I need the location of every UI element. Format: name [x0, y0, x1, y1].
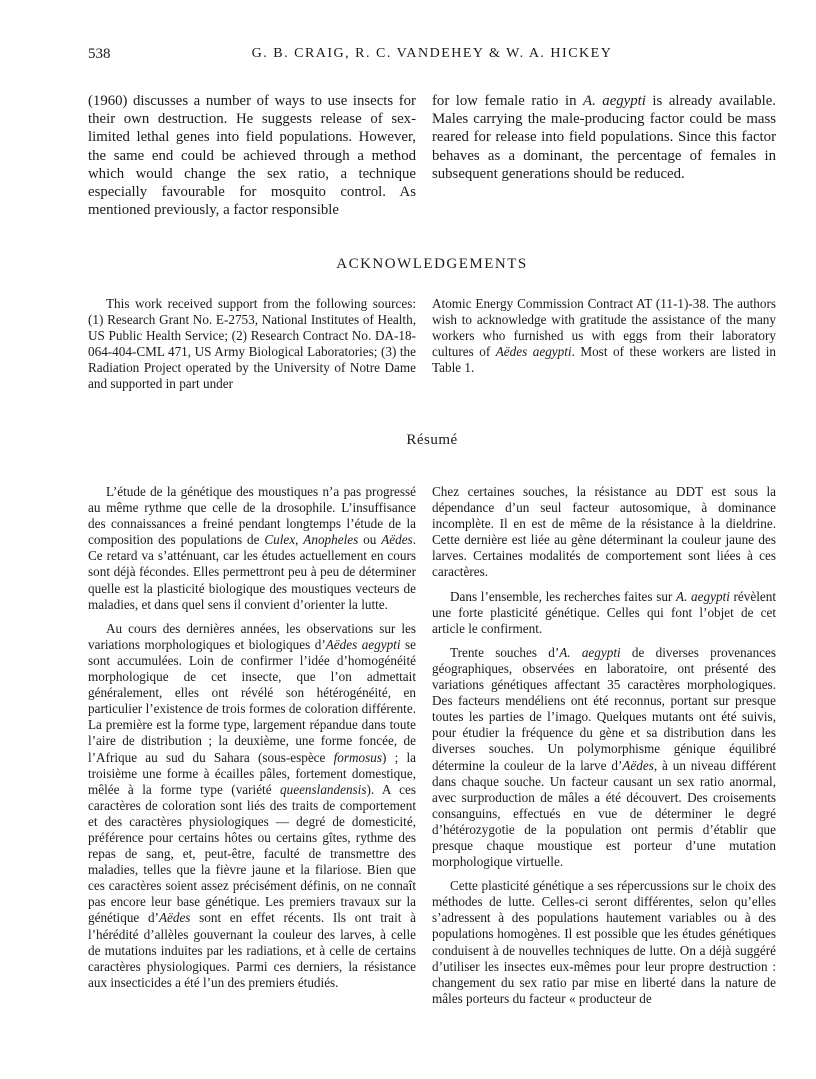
resume-paragraph-4 [432, 589, 776, 637]
text-run: L’étude de la génétique des moustiques n’a pas progressé au même rythme que celle de la drosophile. L’insuffisance des connaissances a freiné pendant longtemps l’étude de la composition des populations de [88, 484, 416, 548]
text-run: révèlent une forte plasticité génétique. Celles qui font l’objet de cet article le confirment. [432, 588, 777, 636]
intro-left-column [88, 92, 416, 219]
text-run: sont en effet récents. Ils ont trait à l’hérédité d’allèles gouvernant la couleur des larves, à celle de mutations induites par les radiations, et à celle de certains caractères physiologiques. Parmi ces derniers, la résistance aux insecticides a été l’un des premiers étudiés. [88, 910, 416, 990]
text-run: for low female ratio in [432, 93, 584, 109]
resume-right-column [432, 484, 776, 1007]
species-name: Aëdes aegypti [325, 636, 401, 652]
text-run: Au cours des dernières années, les observations sur les variations morphologiques et biologiques d’ [88, 620, 416, 652]
page-number: 538 [88, 46, 111, 62]
text-run: Dans l’ensemble, les recherches faites sur [450, 588, 677, 604]
species-name: Aëdes aegypti [495, 344, 572, 360]
text-run: Atomic Energy Commission Contract AT (11-1)-38. The authors wish to acknowledge with gratitude the assistance of the many workers who furnished us with eggs from their laboratory cultures of [432, 296, 776, 360]
genus-name: Culex [264, 532, 296, 548]
resume-paragraph-6: Cette plasticité génétique a ses répercussions sur le choix des méthodes de lutte. Celles-ci seront différentes, selon qu’elles s’adressent à des populations hautement variables ou à des populations homogènes. Il est possible que les études génétiques conduisent à de nouvelles techniques de lutte. On a déjà suggéré d’utiliser les insectes eux-mêmes pour leur propre destruction : changement du sex ratio par mise en liberté dans la nature de mâles porteurs du facteur « producteur de [432, 878, 776, 1006]
text-run: ) ; la troisième une forme à écailles pâles, fortement domestique, mêlée à la forme type (variété [88, 749, 416, 797]
acknowledgements-left-column [88, 296, 416, 393]
acknowledgements-left-paragraph: This work received support from the following sources: (1) Research Grant No. E-2753, National Institutes of Health, US Public Health Service; (2) Research Contract No. DA-18-064-404-CML 471, US Army Biological Laboratories; (3) the Radiation Project operated by the University of Notre Dame and supported in part under [88, 296, 416, 392]
intro-left-paragraph: (1960) discusses a number of ways to use insects for their own destruction. He suggests release of sex-limited lethal genes into field populations. However, the same end could be achieved through a method which would change the sex ratio, a technique especially favourable for mosquito control. As mentioned previously, a factor responsible [88, 93, 416, 219]
species-name: A. aegypti [583, 93, 646, 109]
text-run: , [295, 532, 304, 548]
species-name: A. aegypti [559, 644, 621, 660]
text-run: Trente souches d’ [450, 644, 560, 660]
resume-heading: Résumé [406, 432, 458, 448]
variety-name: queenslandensis [280, 781, 367, 797]
resume-paragraph-5 [432, 645, 776, 870]
acknowledgements-right-column [432, 296, 776, 376]
text-run: ). A ces caractères de coloration sont liés des traits de comportement et des caractères physiologiques — degré de domesticité, préférence pour certains hôtes ou certains gîtes, rythme des repas de sang, et, peut-être, faculté de transmettre des maladies, telles que la fièvre jaune et la filariose. Bien que ces caractères soient assez précisément définis, on ne connaît pas encore leur base génétique. Les premiers travaux sur la génétique d’ [88, 781, 416, 926]
intro-right-column [432, 92, 776, 183]
acknowledgements-heading: ACKNOWLEDGEMENTS [336, 256, 528, 272]
resume-left-column [88, 484, 416, 991]
resume-paragraph-2 [88, 621, 416, 991]
genus-name: Anopheles [303, 532, 359, 548]
text-run: , à un niveau différent dans chaque souche. Un facteur causant un sex ratio anormal, avec surproduction de mâles a été découvert. Des croisements consanguins, effectués en vue de déterminer le degré d’hétérozygotie de la population ont permis d’établir que presque chaque moustique est porteur d’une mutation morphologique virtuelle. [432, 757, 776, 870]
text-run: . Most of these workers are listed in Table 1. [432, 344, 776, 376]
species-name: A. aegypti [676, 588, 730, 604]
resume-paragraph-3: Chez certaines souches, la résistance au DDT est sous la dépendance d’un seul facteur autosomique, à dominance incomplète. Il en est de même de la résistance à la dieldrine. Cette dernière est liée au gène déterminant la couleur jaune des larves. Certaines modalités de comportement sont liées à ces caractères. [432, 484, 776, 580]
genus-name: Aëdes [158, 910, 191, 926]
genus-name: Aëdes [622, 757, 654, 773]
text-run: . Ce retard va s’atténuant, car les études actuellement en cours sont déjà fécondes. Elles permettront peu à peu de déterminer quelle est la plasticité biologique des moustiques vecteurs de maladies, et dans quel sens il convient d’orienter la lutte. [88, 532, 416, 612]
acknowledgements-right-paragraph [432, 296, 776, 376]
running-head-authors: G. B. CRAIG, R. C. VANDEHEY & W. A. HICKEY [251, 46, 613, 61]
text-run: de diverses provenances géographiques, observées en laboratoire, ont présenté des variations génétiques affectant 35 caractères morphologiques. Des facteurs mendéliens ont été reconnus, portant sur presque toutes les parties de l’imago. Quelques mutants ont été suivis, pour étudier la fréquence du gène et sa distribution dans les diverses souches. Un polymorphisme génique équilibré détermine la couleur de la larve d’ [432, 644, 777, 773]
resume-paragraph-1 [88, 484, 416, 613]
text-run: se sont accumulées. Loin de confirmer l’idée d’homogénéité morphologique de cet insecte, que l’on admettait généralement, elles ont révélé son hétérogénéité, en particulier l’existence de trois formes de coloration différente. La première est la forme type, largement répandue dans toute l’aire de distribution ; la deuxième, une forme foncée, de l’Afrique au sud du Sahara (sous-espèce [88, 636, 416, 765]
subspecies-name: formosus [333, 749, 382, 765]
genus-name: Aëdes [381, 532, 413, 548]
text-run: ou [358, 532, 382, 548]
text-run: is already available. Males carrying the male-producing factor could be mass reared for release into field populations. Since this factor behaves as a dominant, the percentage of females in subsequent generations should be reduced. [432, 93, 777, 182]
running-header [88, 46, 776, 66]
intro-right-paragraph [432, 92, 776, 183]
